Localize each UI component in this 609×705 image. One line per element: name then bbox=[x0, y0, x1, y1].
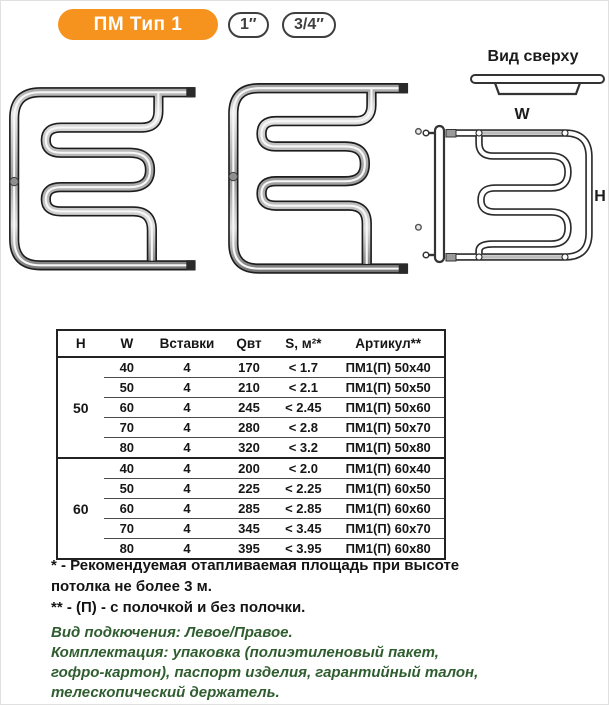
table-cell: ПМ1(П) 50x70 bbox=[332, 418, 445, 438]
width-dimension-label: W bbox=[514, 106, 530, 123]
pipe-cap bbox=[186, 87, 195, 97]
table-cell: < 1.7 bbox=[274, 357, 332, 378]
table-cell: < 3.95 bbox=[274, 539, 332, 560]
top-view-bracket bbox=[495, 83, 580, 94]
table-cell: 50 bbox=[104, 479, 151, 499]
table-row bbox=[57, 519, 445, 539]
table-cell: 4 bbox=[150, 418, 224, 438]
table-cell: 80 bbox=[104, 539, 151, 560]
table-cell: 60 bbox=[104, 499, 151, 519]
table-cell: 200 bbox=[224, 458, 274, 479]
table-row bbox=[57, 418, 445, 438]
table-row bbox=[57, 378, 445, 398]
table-cell: < 2.25 bbox=[274, 479, 332, 499]
col-header-h: H bbox=[57, 330, 104, 357]
h-group-cell: 60 bbox=[57, 458, 104, 559]
spec-table-body bbox=[57, 357, 445, 559]
schematic-drawing bbox=[419, 69, 609, 269]
table-cell: ПМ1(П) 60x60 bbox=[332, 499, 445, 519]
product-photo-right bbox=[223, 57, 425, 297]
table-cell: < 2.85 bbox=[274, 499, 332, 519]
table-cell: < 2.8 bbox=[274, 418, 332, 438]
col-header-area: S, м²* bbox=[274, 330, 332, 357]
table-cell: 4 bbox=[150, 539, 224, 560]
product-photo-left bbox=[3, 59, 217, 293]
table-cell: < 3.45 bbox=[274, 519, 332, 539]
pipe-cap bbox=[399, 83, 408, 93]
type-badge: ПМ Тип 1 bbox=[58, 9, 218, 40]
product-notes bbox=[51, 623, 491, 703]
table-cell: ПМ1(П) 50x40 bbox=[332, 357, 445, 378]
table-cell: 4 bbox=[150, 499, 224, 519]
package-note: Комплектация: упаковка (полиэтиленовый пакет, гофро-картон), паспорт изделия, гарантийный талон, телескопический держатель. bbox=[51, 644, 479, 701]
table-cell: < 2.1 bbox=[274, 378, 332, 398]
table-cell: 4 bbox=[150, 398, 224, 418]
table-cell: 345 bbox=[224, 519, 274, 539]
top-view-bar bbox=[471, 75, 604, 83]
front-view-outline bbox=[446, 130, 589, 262]
table-cell: 4 bbox=[150, 378, 224, 398]
table-cell: ПМ1(П) 60x50 bbox=[332, 479, 445, 499]
table-header-row bbox=[57, 330, 445, 357]
table-cell: 70 bbox=[104, 418, 151, 438]
table-cell: < 2.45 bbox=[274, 398, 332, 418]
table-cell: 4 bbox=[150, 357, 224, 378]
table-cell: 280 bbox=[224, 418, 274, 438]
table-cell: 40 bbox=[104, 458, 151, 479]
table-cell: 4 bbox=[150, 458, 224, 479]
table-cell: ПМ1(П) 60x80 bbox=[332, 539, 445, 560]
h-group-cell: 50 bbox=[57, 357, 104, 458]
table-cell: 60 bbox=[104, 398, 151, 418]
table-cell: 245 bbox=[224, 398, 274, 418]
connection-note: Вид подкючения: Левое/Правое. bbox=[51, 624, 293, 641]
table-row bbox=[57, 479, 445, 499]
pipe-cap bbox=[186, 260, 195, 270]
col-header-w: W bbox=[104, 330, 151, 357]
size-badge-1inch: 1″ bbox=[228, 12, 269, 38]
height-dimension-label: H bbox=[594, 188, 606, 205]
col-header-inserts: Вставки bbox=[150, 330, 224, 357]
table-cell: ПМ1(П) 60x70 bbox=[332, 519, 445, 539]
table-row bbox=[57, 458, 445, 479]
table-cell: ПМ1(П) 50x60 bbox=[332, 398, 445, 418]
table-cell: < 3.2 bbox=[274, 438, 332, 459]
table-cell: 4 bbox=[150, 479, 224, 499]
table-cell: 50 bbox=[104, 378, 151, 398]
side-view bbox=[423, 126, 444, 262]
table-cell: ПМ1(П) 60x40 bbox=[332, 458, 445, 479]
table-cell: 40 bbox=[104, 357, 151, 378]
table-cell: 210 bbox=[224, 378, 274, 398]
table-cell: 320 bbox=[224, 438, 274, 459]
table-cell: 70 bbox=[104, 519, 151, 539]
table-cell: 170 bbox=[224, 357, 274, 378]
table-row bbox=[57, 438, 445, 459]
table-row bbox=[57, 499, 445, 519]
table-cell: 285 bbox=[224, 499, 274, 519]
table-cell: 80 bbox=[104, 438, 151, 459]
size-badge-3-4inch: 3/4″ bbox=[282, 12, 336, 38]
air-vent-dot bbox=[10, 177, 18, 185]
table-cell: 4 bbox=[150, 519, 224, 539]
table-cell: ПМ1(П) 50x50 bbox=[332, 378, 445, 398]
table-cell: ПМ1(П) 50x80 bbox=[332, 438, 445, 459]
table-cell: 4 bbox=[150, 438, 224, 459]
table-row bbox=[57, 398, 445, 418]
table-cell: 395 bbox=[224, 539, 274, 560]
pipe-cap bbox=[399, 263, 408, 273]
col-header-qwt: Qвт bbox=[224, 330, 274, 357]
footnote-area: * - Рекомендуемая отапливаемая площадь при высоте потолка не более 3 м. bbox=[51, 557, 460, 595]
table-row bbox=[57, 357, 445, 378]
pipe-stub-section bbox=[446, 130, 456, 138]
spec-table bbox=[56, 329, 446, 560]
top-view-title: Вид сверху bbox=[487, 48, 579, 65]
col-header-article: Артикул** bbox=[332, 330, 445, 357]
air-vent-dot bbox=[229, 172, 237, 180]
pipe-stub-section bbox=[446, 254, 456, 262]
footnote-shelf: ** - (П) - с полочкой и без полочки. bbox=[51, 599, 306, 616]
footnotes bbox=[51, 555, 466, 618]
table-cell: 225 bbox=[224, 479, 274, 499]
table-cell: < 2.0 bbox=[274, 458, 332, 479]
